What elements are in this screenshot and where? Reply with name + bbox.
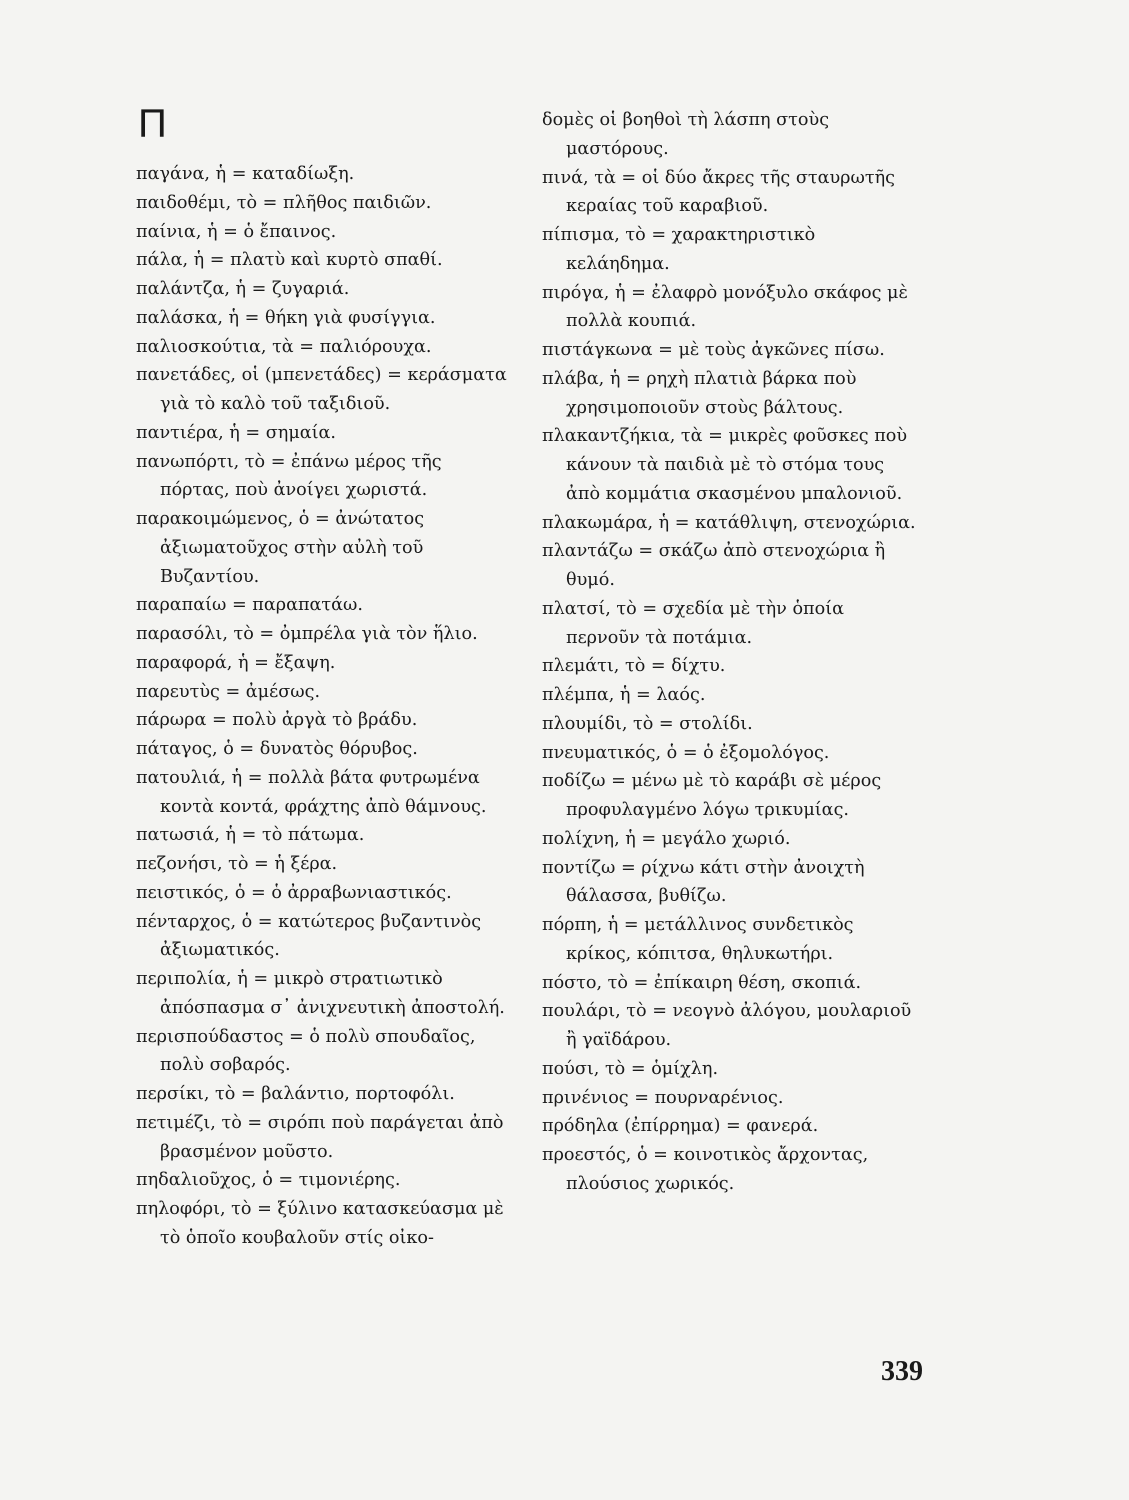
dictionary-entry: πόρπη, ἡ = μετάλλινος συνδετικὸς κρίκος, κόπιτσα, θηλυκωτήρι.	[542, 915, 854, 964]
dictionary-entry: περιπολία, ἡ = μικρὸ στρατιωτικὸ ἀπόσπασμα σ᾽ ἀνιχνευτικὴ ἀποστολή.	[136, 969, 505, 1018]
dictionary-entry: πεζονήσι, τὸ = ἡ ξέρα.	[136, 854, 338, 874]
dictionary-entry: ποντίζω = ρίχνω κάτι στὴν ἀνοιχτὴ θάλασσα, βυθίζω.	[542, 857, 865, 907]
right-entry-list	[542, 106, 922, 1199]
dictionary-entry: πνευματικός, ὁ = ὁ ἐξομολόγος.	[542, 742, 830, 763]
dictionary-entry: περισπούδαστος = ὁ πολὺ σπουδαῖος, πολὺ σοβαρός.	[136, 1026, 476, 1076]
dictionary-entry: πηδαλιοῦχος, ὁ = τιμονιέρης.	[136, 1170, 401, 1191]
dictionary-entry: πατουλιά, ἡ = πολλὰ βάτα φυτρωμένα κοντὰ κοντά, φράχτης ἀπὸ θάμνους.	[136, 767, 487, 817]
dictionary-entry: πηλοφόρι, τὸ = ξύλινο κατασκεύασμα μὲ τὸ ὁποῖο κουβαλοῦν στίς οἰκο-	[136, 1199, 504, 1248]
dictionary-entry: πιρόγα, ἡ = ἐλαφρὸ μονόξυλο σκάφος μὲ πολλὰ κουπιά.	[542, 282, 908, 332]
dictionary-entry: περσίκι, τὸ = βαλάντιο, πορτοφόλι.	[136, 1084, 455, 1104]
dictionary-entry: πένταρχος, ὁ = κατώτερος βυζαντινὸς ἀξιωματικός.	[136, 911, 482, 961]
section-letter: Π	[138, 102, 167, 146]
dictionary-entry: πανετάδες, οἱ (μπενετάδες) = κεράσματα γιὰ τὸ καλὸ τοῦ ταξιδιοῦ.	[136, 365, 507, 414]
dictionary-entry: πετιμέζι, τὸ = σιρόπι ποὺ παράγεται ἀπὸ βρασμένον μοῦστο.	[136, 1112, 504, 1162]
dictionary-entry: πίπισμα, τὸ = χαρακτηριστικὸ κελάηδημα.	[542, 225, 816, 274]
dictionary-entry: πόστο, τὸ = ἐπίκαιρη θέση, σκοπιά.	[542, 972, 862, 993]
dictionary-entry: πλεμάτι, τὸ = δίχτυ.	[542, 656, 726, 677]
left-column	[136, 100, 516, 1253]
dictionary-entry: παίνια, ἡ = ὁ ἔπαινος.	[136, 221, 337, 242]
dictionary-entry: πλακαντζήκια, τὰ = μικρὲς φοῦσκες ποὺ κάνουν τὰ παιδιὰ μὲ τὸ στόμα τους ἀπὸ κομμάτια σκασμένου μπαλονιοῦ.	[542, 426, 908, 504]
dictionary-entry: πάταγος, ὁ = δυνατὸς θόρυβος.	[136, 739, 418, 759]
dictionary-entry: πρόδηλα (ἐπίρρημα) = φανερά.	[542, 1116, 819, 1137]
dictionary-entry: παλιοσκούτια, τὰ = παλιόρουχα.	[136, 336, 432, 357]
dictionary-entry: παραφορά, ἡ = ἔξαψη.	[136, 652, 336, 673]
dictionary-entry: ποδίζω = μένω μὲ τὸ καράβι σὲ μέρος προφυλαγμένο λόγω τρικυμίας.	[542, 771, 882, 820]
dictionary-entry: δομὲς οἱ βοηθοὶ τὴ λάσπη στοὺς μαστόρους.	[542, 110, 830, 159]
dictionary-entry: παρευτὺς = ἀμέσως.	[136, 681, 321, 702]
dictionary-entry: προεστός, ὁ = κοινοτικὸς ἄρχοντας, πλούσιος χωρικός.	[542, 1145, 869, 1194]
dictionary-entry: πανωπόρτι, τὸ = ἐπάνω μέρος τῆς πόρτας, ποὺ ἀνοίγει χωριστά.	[136, 451, 442, 501]
dictionary-entry: πειστικός, ὁ = ὁ ἀρραβωνιαστικός.	[136, 882, 452, 903]
dictionary-entry: παρακοιμώμενος, ὁ = ἀνώτατος ἀξιωματοῦχος στὴν αὐλὴ τοῦ Βυζαντίου.	[136, 509, 425, 587]
dictionary-entry: πλακωμάρα, ἡ = κατάθλιψη, στενοχώρια.	[542, 512, 916, 533]
dictionary-entry: πολίχνη, ἡ = μεγάλο χωριό.	[542, 828, 791, 849]
page-number: 339	[881, 1356, 923, 1387]
dictionary-entry: πουλάρι, τὸ = νεογνὸ ἀλόγου, μουλαριοῦ ἢ γαϊδάρου.	[542, 1001, 912, 1050]
dictionary-entry: πλουμίδι, τὸ = στολίδι.	[542, 713, 753, 734]
dictionary-entry: παιδοθέμι, τὸ = πλῆθος παιδιῶν.	[136, 192, 432, 213]
dictionary-entry: πινά, τὰ = οἱ δύο ἄκρες τῆς σταυρωτῆς κεραίας τοῦ καραβιοῦ.	[542, 167, 895, 217]
dictionary-entry: πάλα, ἡ = πλατὺ καὶ κυρτὸ σπαθί.	[136, 250, 443, 271]
dictionary-entry: παγάνα, ἡ = καταδίωξη.	[136, 164, 355, 184]
dictionary-entry: παντιέρα, ἡ = σημαία.	[136, 422, 337, 443]
left-entry-list	[136, 160, 516, 1253]
dictionary-entry: πάρωρα = πολὺ ἀργὰ τὸ βράδυ.	[136, 710, 418, 731]
dictionary-entry: πιστάγκωνα = μὲ τοὺς ἀγκῶνες πίσω.	[542, 340, 885, 360]
dictionary-entry: πλάβα, ἡ = ρηχὴ πλατιὰ βάρκα ποὺ χρησιμοποιοῦν στοὺς βάλτους.	[542, 368, 857, 418]
dictionary-entry: παρασόλι, τὸ = ὀμπρέλα γιὰ τὸν ἥλιο.	[136, 624, 478, 644]
dictionary-entry: πρινένιος = πουρναρένιος.	[542, 1087, 784, 1108]
dictionary-entry: πούσι, τὸ = ὁμίχλη.	[542, 1058, 719, 1079]
dictionary-entry: πατωσιά, ἡ = τὸ πάτωμα.	[136, 825, 365, 846]
dictionary-entry: παλάσκα, ἡ = θήκη γιὰ φυσίγγια.	[136, 307, 436, 328]
dictionary-entry: παραπαίω = παραπατάω.	[136, 595, 363, 616]
right-column	[542, 106, 922, 1199]
dictionary-entry: πλαντάζω = σκάζω ἀπὸ στενοχώρια ἢ θυμό.	[542, 541, 886, 590]
dictionary-entry: πλέμπα, ἡ = λαός.	[542, 685, 706, 705]
dictionary-entry: πλατσί, τὸ = σχεδία μὲ τὴν ὁποία περνοῦν τὰ ποτάμια.	[542, 598, 844, 648]
dictionary-entry: παλάντζα, ἡ = ζυγαριά.	[136, 279, 350, 299]
